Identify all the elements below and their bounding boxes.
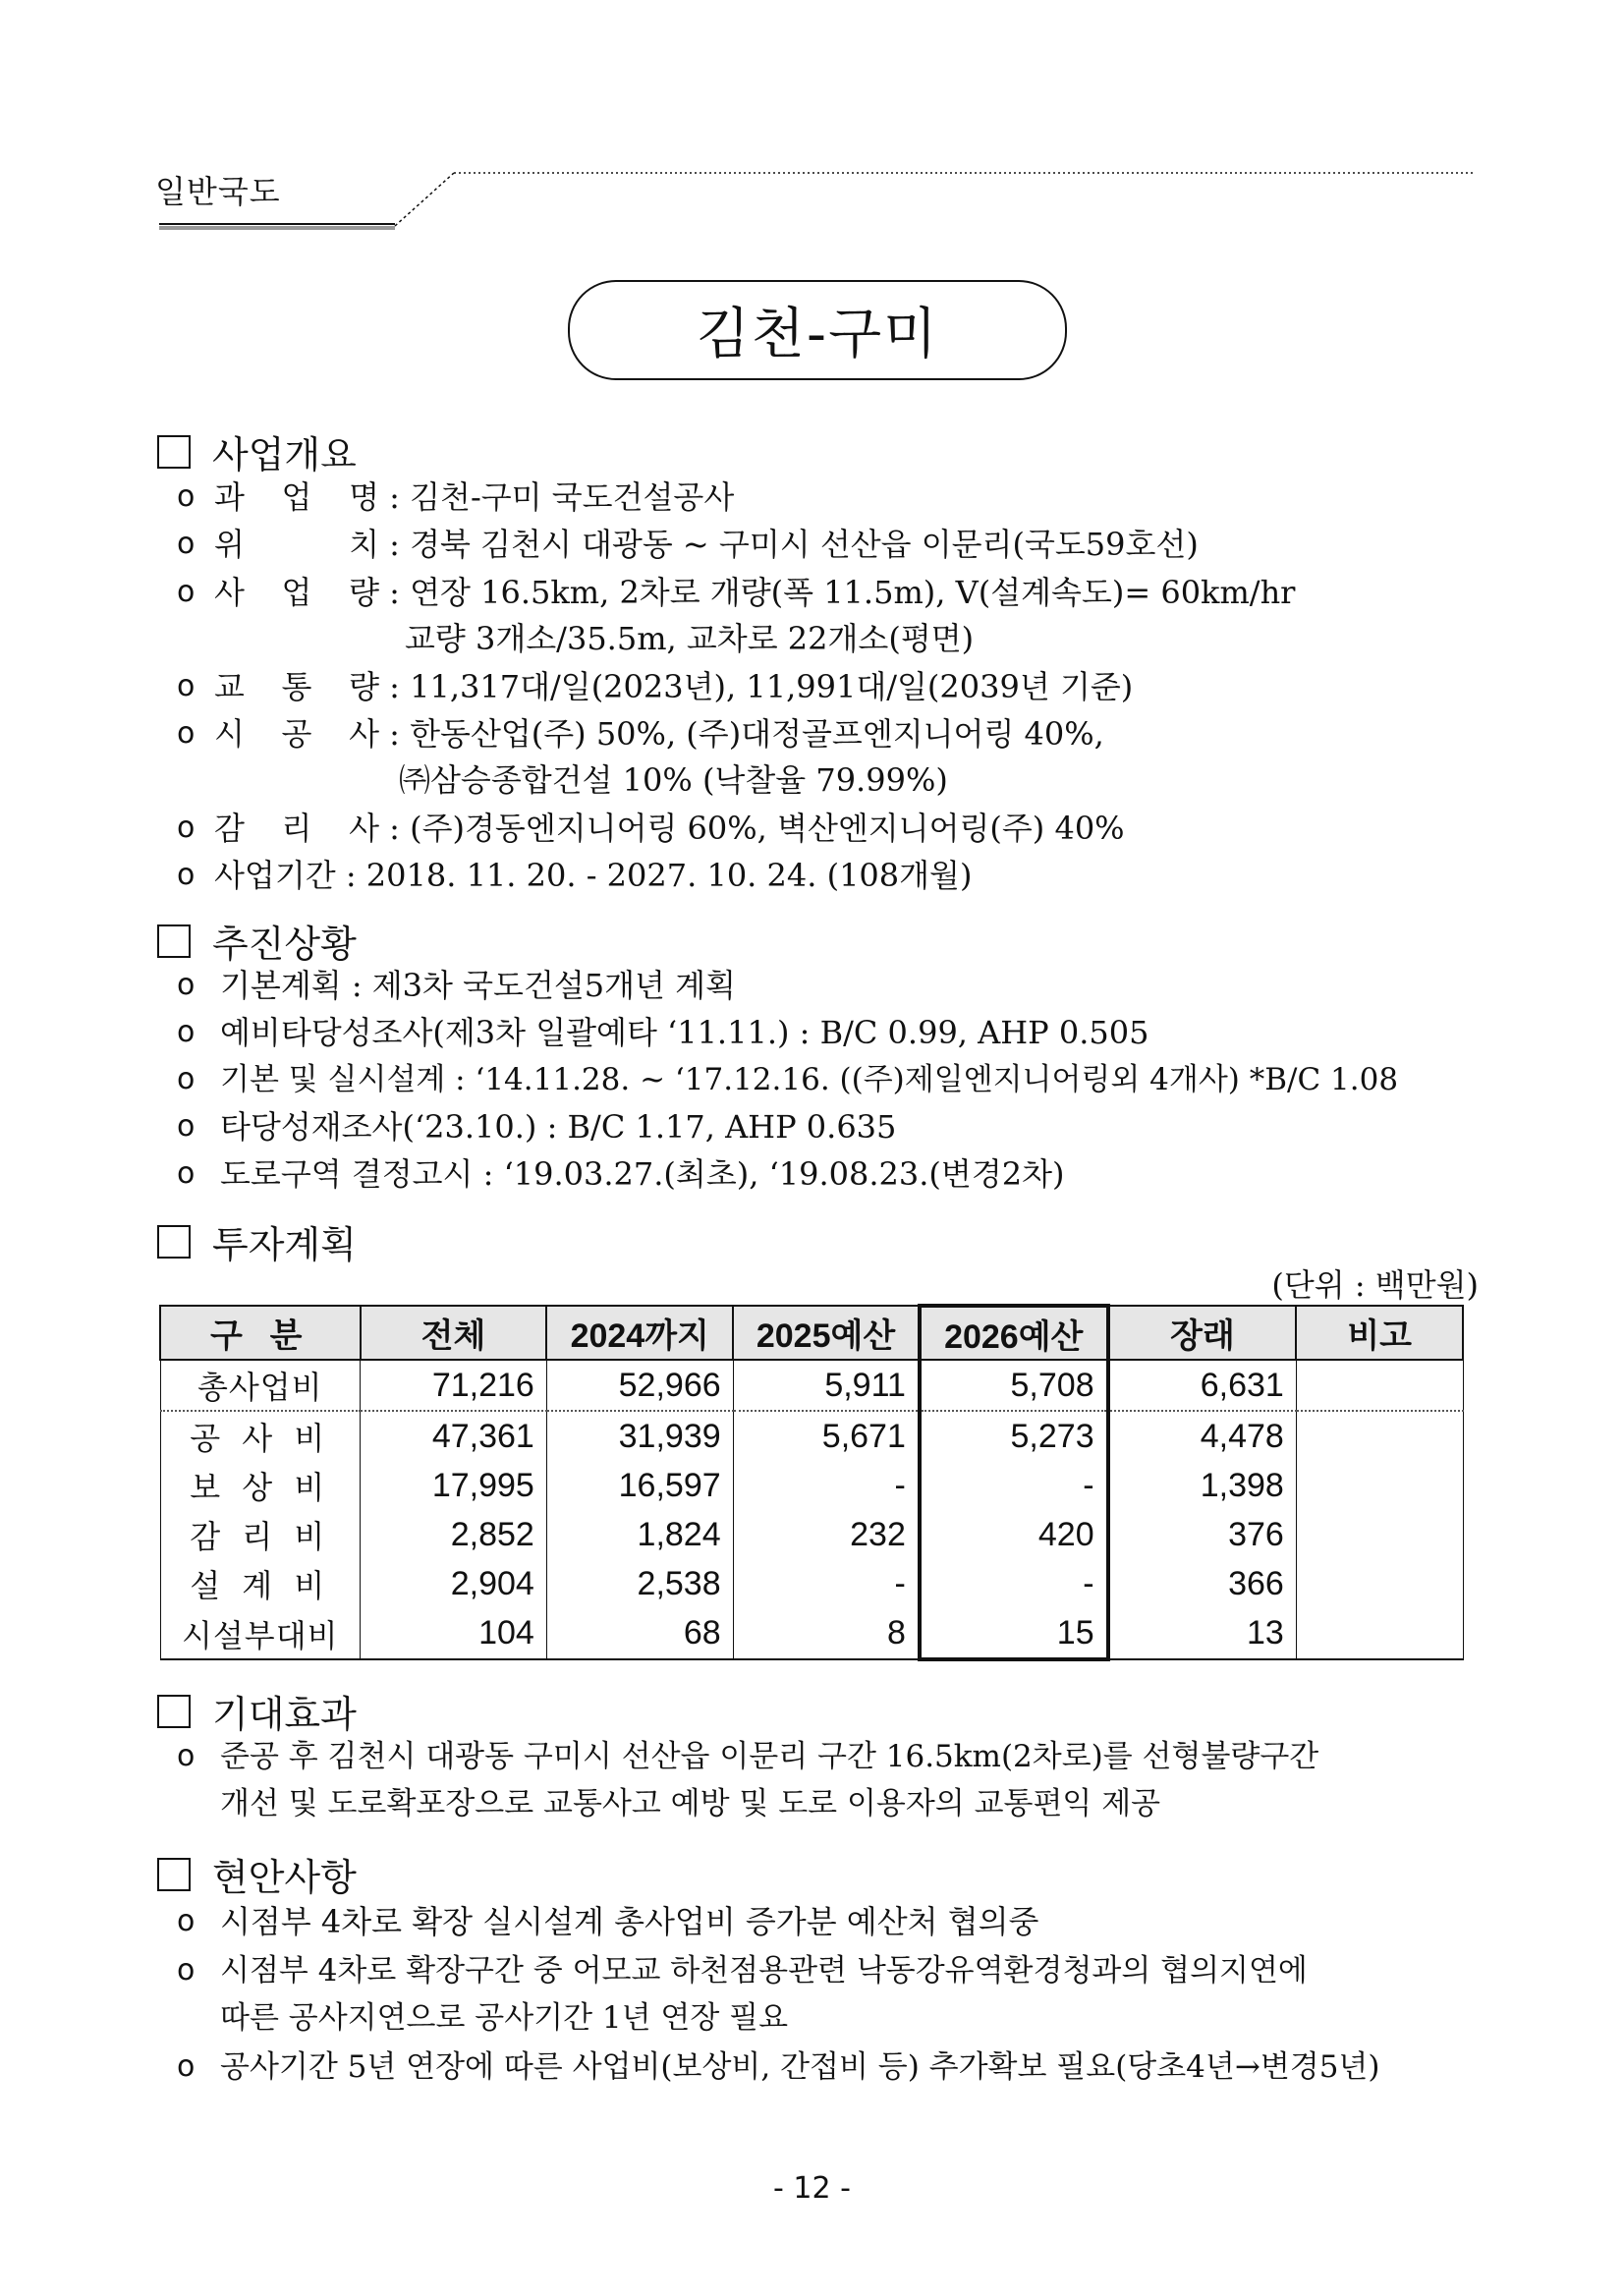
section-heading-text: 기대효과 [212,1693,357,1736]
issues-item-line: 시점부 4차로 확장구간 중 어모교 하천점용관련 낙동강유역환경청과의 협의지연에 [220,1953,1308,1988]
column-header: 2025예산 [733,1306,920,1360]
table-header-row [160,1306,1463,1360]
row-label: 총사업비 [160,1360,361,1411]
overview-item: 교 통 량 : 11,317대/일(2023년), 11,991대/일(2039년 기준) [214,668,1134,705]
bullet-icon: o [177,811,196,845]
row-label: 감 리 비 [160,1510,361,1559]
overview-item: 감 리 사 : (주)경동엔지니어링 60%, 벽산엔지니어링(주) 40% [214,810,1125,847]
bullet-icon: o [177,968,196,1002]
overview-label: 과 업 명 [214,478,379,516]
overview-label: 사 업 량 [214,574,379,611]
table-cell: 47,361 [361,1411,547,1461]
overview-value: 김천-구미 국도건설공사 [410,478,735,516]
page-title-text: 김천-구미 [696,303,939,366]
bullet-icon: o [177,575,196,609]
table-cell: - [920,1461,1108,1510]
table-cell: 6,631 [1108,1360,1297,1411]
page-number: - 12 - [773,2171,851,2206]
table-cell [1296,1608,1463,1659]
issues-item-line: 따른 공사지연으로 공사기간 1년 연장 필요 [220,2000,789,2036]
checkbox-square-icon [157,924,191,958]
table-cell: - [920,1559,1108,1608]
effects-item-line: 준공 후 김천시 대광동 구미시 선산읍 이문리 구간 16.5km(2차로)를 선형불량구간 [220,1739,1319,1774]
section-heading-issues [157,1847,357,1901]
overview-label: 시 공 사 [214,715,379,753]
column-header: 구 분 [160,1306,361,1360]
table-cell [1296,1360,1463,1411]
table-cell: 5,708 [920,1360,1108,1411]
overview-value: 2018. 11. 20. - 2027. 10. 24. (108개월) [365,857,973,894]
bullet-icon: o [177,1156,196,1191]
bullet-icon: o [177,716,196,751]
table-cell: 71,216 [361,1360,547,1411]
table-cell: 1,824 [546,1510,733,1559]
overview-label: 교 통 량 [214,668,379,705]
table-cell: 5,273 [920,1411,1108,1461]
table-cell [1296,1461,1463,1510]
section-heading-text: 추진상황 [212,923,357,966]
overview-item: 시 공 사 : 한동산업(주) 50%, (주)대정골프엔지니어링 40%, [214,715,1104,753]
column-header: 2026예산 [920,1306,1108,1360]
section-heading-progress [157,914,357,968]
table-row [160,1608,1463,1659]
overview-label: 감 리 사 [214,810,379,847]
investment-table [159,1304,1464,1661]
bullet-icon: o [177,1062,196,1096]
table-cell: 5,671 [733,1411,920,1461]
bullet-icon: o [177,1953,196,1988]
overview-label: 위 치 [214,526,379,563]
overview-item: 과 업 명 : 김천-구미 국도건설공사 [214,478,735,516]
bullet-icon: o [177,669,196,703]
table-row [160,1411,1463,1461]
table-cell: - [733,1461,920,1510]
issues-item-line: 시점부 4차로 확장 실시설계 총사업비 증가분 예산처 협의중 [220,1903,1039,1940]
section-heading-text: 투자계획 [212,1223,357,1266]
table-row [160,1559,1463,1608]
table-cell: 15 [920,1608,1108,1659]
overview-value: 경북 김천시 대광동 ~ 구미시 선산읍 이문리(국도59호선) [410,526,1199,563]
table-cell: 2,852 [361,1510,547,1559]
overview-item: 사업기간 : 2018. 11. 20. - 2027. 10. 24. (108개월) [214,857,973,894]
effects-item-line: 개선 및 도로확포장으로 교통사고 예방 및 도로 이용자의 교통편익 제공 [220,1786,1161,1821]
checkbox-square-icon [157,435,191,469]
overview-item: 사 업 량 : 연장 16.5km, 2차로 개량(폭 11.5m), V(설계속도)= 60km/hr [214,574,1296,611]
section-heading-overview [157,424,357,478]
progress-item: 타당성재조사(‘23.10.) : B/C 1.17, AHP 0.635 [220,1108,897,1146]
overview-value: 한동산업(주) 50%, (주)대정골프엔지니어링 40%, [410,715,1104,753]
overview-value-cont: 교량 3개소/35.5m, 교차로 22개소(평면) [405,620,975,657]
table-cell: 13 [1108,1608,1297,1659]
bullet-icon: o [177,1109,196,1144]
column-header: 비고 [1296,1306,1463,1360]
table-cell: 8 [733,1608,920,1659]
issues-item-line: 공사기간 5년 연장에 따른 사업비(보상비, 간접비 등) 추가확보 필요(당초4년→변경5년) [220,2049,1380,2085]
overview-label: 사업기간 [214,857,336,894]
unit-label: (단위 : 백만원) [1271,1266,1479,1304]
page-title [568,280,1067,380]
table-cell: 232 [733,1510,920,1559]
table-cell: 2,538 [546,1559,733,1608]
column-header: 전체 [361,1306,547,1360]
section-heading-investment [157,1214,357,1268]
table-row [160,1360,1463,1411]
table-cell: 366 [1108,1559,1297,1608]
overview-value-cont: ㈜삼승종합건설 10% (낙찰율 79.99%) [399,761,948,799]
bullet-icon: o [177,479,196,514]
checkbox-square-icon [157,1225,191,1259]
section-heading-text: 현안사항 [212,1856,357,1899]
table-row [160,1461,1463,1510]
progress-item: 예비타당성조사(제3차 일괄예타 ‘11.11.) : B/C 0.99, AHP 0.505 [220,1014,1149,1051]
section-heading-effects [157,1684,357,1738]
header-category: 일반국도 [155,173,281,210]
bullet-icon: o [177,2049,196,2084]
bullet-icon: o [177,1015,196,1049]
table-cell [1296,1411,1463,1461]
progress-item: 기본계획 : 제3차 국도건설5개년 계획 [220,967,736,1004]
row-label: 공 사 비 [160,1411,361,1461]
bullet-icon: o [177,1739,196,1773]
overview-value: 연장 16.5km, 2차로 개량(폭 11.5m), V(설계속도)= 60km/hr [410,574,1296,611]
progress-item: 기본 및 실시설계 : ‘14.11.28. ~ ‘17.12.16. ((주)제일엔지니어링외 4개사) *B/C 1.08 [220,1062,1399,1097]
bullet-icon: o [177,1904,196,1938]
checkbox-square-icon [157,1858,191,1891]
table-cell [1296,1559,1463,1608]
table-cell: 4,478 [1108,1411,1297,1461]
overview-value: (주)경동엔지니어링 60%, 벽산엔지니어링(주) 40% [410,810,1125,847]
column-header: 2024까지 [546,1306,733,1360]
progress-item: 도로구역 결정고시 : ‘19.03.27.(최초), ‘19.08.23.(변경2차) [220,1155,1065,1193]
table-cell: 52,966 [546,1360,733,1411]
row-label: 설 계 비 [160,1559,361,1608]
table-cell [1296,1510,1463,1559]
table-cell: 104 [361,1608,547,1659]
table-cell: 5,911 [733,1360,920,1411]
checkbox-square-icon [157,1695,191,1728]
table-cell: 31,939 [546,1411,733,1461]
overview-item: 위 치 : 경북 김천시 대광동 ~ 구미시 선산읍 이문리(국도59호선) [214,526,1199,563]
table-cell: - [733,1559,920,1608]
table-cell: 2,904 [361,1559,547,1608]
table-cell: 17,995 [361,1461,547,1510]
table-cell: 420 [920,1510,1108,1559]
row-label: 보 상 비 [160,1461,361,1510]
bullet-icon: o [177,858,196,892]
row-label: 시설부대비 [160,1608,361,1659]
column-header: 장래 [1108,1306,1297,1360]
section-heading-text: 사업개요 [212,433,357,476]
table-cell: 376 [1108,1510,1297,1559]
overview-value: 11,317대/일(2023년), 11,991대/일(2039년 기준) [410,668,1134,705]
table-row [160,1510,1463,1559]
table-cell: 68 [546,1608,733,1659]
table-cell: 1,398 [1108,1461,1297,1510]
bullet-icon: o [177,527,196,561]
table-cell: 16,597 [546,1461,733,1510]
